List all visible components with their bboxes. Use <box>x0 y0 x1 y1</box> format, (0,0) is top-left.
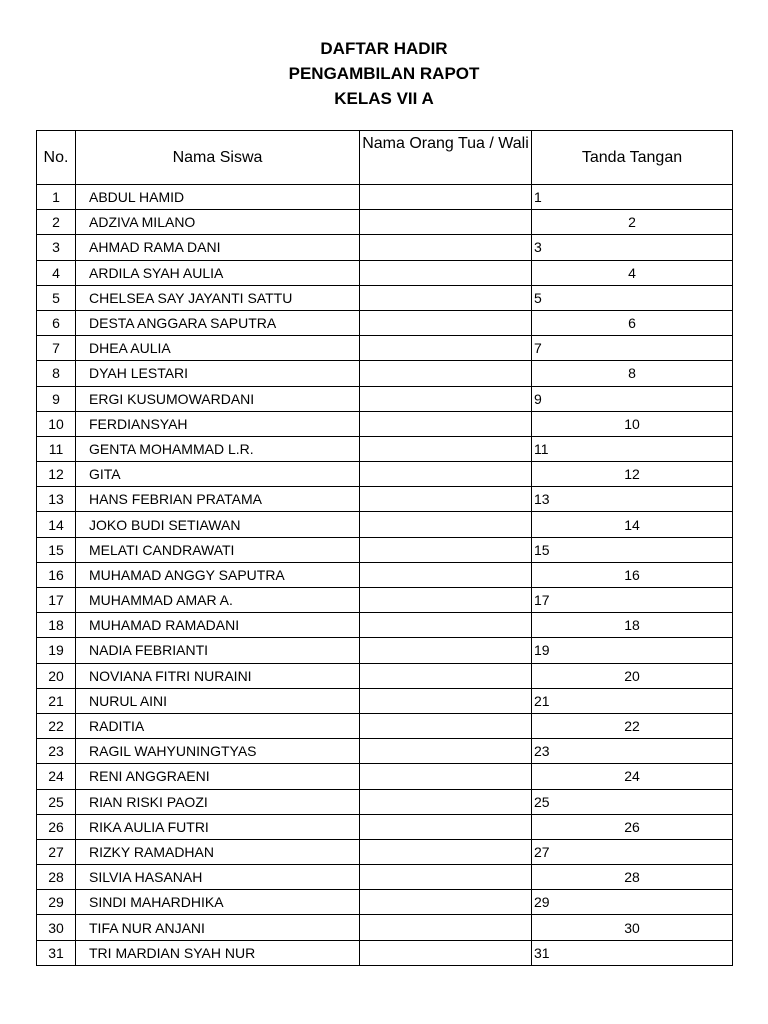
signature-cell: 31 <box>532 940 733 965</box>
table-row <box>37 638 733 663</box>
row-number: 29 <box>37 890 76 915</box>
parent-name <box>360 487 532 512</box>
signature-cell: 14 <box>532 512 733 537</box>
signature-cell: 5 <box>532 285 733 310</box>
table-row <box>37 814 733 839</box>
row-number: 27 <box>37 839 76 864</box>
row-number: 25 <box>37 789 76 814</box>
table-row <box>37 512 733 537</box>
parent-name <box>360 739 532 764</box>
student-name: GENTA MOHAMMAD L.R. <box>76 436 360 461</box>
signature-cell: 28 <box>532 865 733 890</box>
row-number: 7 <box>37 336 76 361</box>
table-row <box>37 688 733 713</box>
parent-name <box>360 361 532 386</box>
row-number: 21 <box>37 688 76 713</box>
student-name: JOKO BUDI SETIAWAN <box>76 512 360 537</box>
student-name: RADITIA <box>76 713 360 738</box>
parent-name <box>360 210 532 235</box>
title-line-1: DAFTAR HADIR <box>320 39 448 58</box>
table-row <box>37 890 733 915</box>
row-number: 26 <box>37 814 76 839</box>
parent-name <box>360 411 532 436</box>
table-row <box>37 940 733 965</box>
parent-name <box>360 663 532 688</box>
parent-name <box>360 839 532 864</box>
student-name: DHEA AULIA <box>76 336 360 361</box>
parent-name <box>360 814 532 839</box>
row-number: 16 <box>37 562 76 587</box>
signature-cell: 21 <box>532 688 733 713</box>
table-row <box>37 713 733 738</box>
table-row <box>37 310 733 335</box>
row-number: 3 <box>37 235 76 260</box>
table-row <box>37 562 733 587</box>
signature-cell: 7 <box>532 336 733 361</box>
row-number: 1 <box>37 185 76 210</box>
row-number: 18 <box>37 613 76 638</box>
student-name: SINDI MAHARDHIKA <box>76 890 360 915</box>
row-number: 2 <box>37 210 76 235</box>
table-row <box>37 260 733 285</box>
row-number: 14 <box>37 512 76 537</box>
student-name: RENI ANGGRAENI <box>76 764 360 789</box>
signature-cell: 29 <box>532 890 733 915</box>
signature-cell: 1 <box>532 185 733 210</box>
student-name: SILVIA HASANAH <box>76 865 360 890</box>
student-name: NOVIANA FITRI NURAINI <box>76 663 360 688</box>
row-number: 8 <box>37 361 76 386</box>
signature-cell: 30 <box>532 915 733 940</box>
row-number: 12 <box>37 462 76 487</box>
table-row <box>37 487 733 512</box>
signature-cell: 24 <box>532 764 733 789</box>
parent-name <box>360 915 532 940</box>
signature-cell: 11 <box>532 436 733 461</box>
parent-name <box>360 865 532 890</box>
row-number: 23 <box>37 739 76 764</box>
document-title <box>0 36 768 111</box>
student-name: AHMAD RAMA DANI <box>76 235 360 260</box>
student-name: ADZIVA MILANO <box>76 210 360 235</box>
parent-name <box>360 235 532 260</box>
student-name: FERDIANSYAH <box>76 411 360 436</box>
row-number: 24 <box>37 764 76 789</box>
table-row <box>37 336 733 361</box>
row-number: 5 <box>37 285 76 310</box>
signature-cell: 15 <box>532 537 733 562</box>
row-number: 11 <box>37 436 76 461</box>
table-row <box>37 285 733 310</box>
parent-name <box>360 336 532 361</box>
parent-name <box>360 310 532 335</box>
table-row <box>37 411 733 436</box>
signature-cell: 23 <box>532 739 733 764</box>
student-name: DYAH LESTARI <box>76 361 360 386</box>
signature-cell: 4 <box>532 260 733 285</box>
signature-cell: 25 <box>532 789 733 814</box>
signature-cell: 22 <box>532 713 733 738</box>
header-no: No. <box>37 131 76 185</box>
table-row <box>37 915 733 940</box>
table-row <box>37 210 733 235</box>
student-name: MUHAMMAD AMAR A. <box>76 588 360 613</box>
parent-name <box>360 462 532 487</box>
signature-cell: 2 <box>532 210 733 235</box>
header-tanda-tangan: Tanda Tangan <box>532 131 733 185</box>
student-name: HANS FEBRIAN PRATAMA <box>76 487 360 512</box>
table-row <box>37 663 733 688</box>
parent-name <box>360 789 532 814</box>
table-row <box>37 588 733 613</box>
signature-cell: 6 <box>532 310 733 335</box>
student-name: GITA <box>76 462 360 487</box>
parent-name <box>360 688 532 713</box>
student-name: DESTA ANGGARA SAPUTRA <box>76 310 360 335</box>
parent-name <box>360 613 532 638</box>
parent-name <box>360 638 532 663</box>
row-number: 4 <box>37 260 76 285</box>
signature-cell: 17 <box>532 588 733 613</box>
signature-cell: 16 <box>532 562 733 587</box>
attendance-table <box>36 130 733 966</box>
table-row <box>37 613 733 638</box>
student-name: ERGI KUSUMOWARDANI <box>76 386 360 411</box>
parent-name <box>360 436 532 461</box>
table-header-row <box>37 131 733 185</box>
row-number: 15 <box>37 537 76 562</box>
parent-name <box>360 386 532 411</box>
row-number: 19 <box>37 638 76 663</box>
row-number: 22 <box>37 713 76 738</box>
signature-cell: 13 <box>532 487 733 512</box>
table-row <box>37 235 733 260</box>
row-number: 9 <box>37 386 76 411</box>
table-row <box>37 764 733 789</box>
student-name: ARDILA SYAH AULIA <box>76 260 360 285</box>
parent-name <box>360 890 532 915</box>
parent-name <box>360 713 532 738</box>
title-line-3: KELAS VII A <box>334 89 434 108</box>
parent-name <box>360 764 532 789</box>
signature-cell: 8 <box>532 361 733 386</box>
student-name: NURUL AINI <box>76 688 360 713</box>
student-name: MUHAMAD RAMADANI <box>76 613 360 638</box>
header-nama-orang-tua: Nama Orang Tua / Wali <box>360 131 532 185</box>
table-row <box>37 386 733 411</box>
student-name: TRI MARDIAN SYAH NUR <box>76 940 360 965</box>
row-number: 17 <box>37 588 76 613</box>
row-number: 6 <box>37 310 76 335</box>
student-name: RIKA AULIA FUTRI <box>76 814 360 839</box>
table-row <box>37 739 733 764</box>
table-row <box>37 865 733 890</box>
signature-cell: 18 <box>532 613 733 638</box>
signature-cell: 3 <box>532 235 733 260</box>
row-number: 10 <box>37 411 76 436</box>
row-number: 28 <box>37 865 76 890</box>
parent-name <box>360 285 532 310</box>
table-row <box>37 185 733 210</box>
table-row <box>37 537 733 562</box>
student-name: RIAN RISKI PAOZI <box>76 789 360 814</box>
parent-name <box>360 940 532 965</box>
signature-cell: 9 <box>532 386 733 411</box>
student-name: CHELSEA SAY JAYANTI SATTU <box>76 285 360 310</box>
student-name: NADIA FEBRIANTI <box>76 638 360 663</box>
table-row <box>37 789 733 814</box>
parent-name <box>360 260 532 285</box>
parent-name <box>360 512 532 537</box>
row-number: 13 <box>37 487 76 512</box>
parent-name <box>360 588 532 613</box>
parent-name <box>360 562 532 587</box>
parent-name <box>360 185 532 210</box>
parent-name <box>360 537 532 562</box>
student-name: TIFA NUR ANJANI <box>76 915 360 940</box>
student-name: RIZKY RAMADHAN <box>76 839 360 864</box>
row-number: 30 <box>37 915 76 940</box>
signature-cell: 26 <box>532 814 733 839</box>
signature-cell: 20 <box>532 663 733 688</box>
signature-cell: 10 <box>532 411 733 436</box>
table-row <box>37 839 733 864</box>
student-name: RAGIL WAHYUNINGTYAS <box>76 739 360 764</box>
signature-cell: 12 <box>532 462 733 487</box>
row-number: 20 <box>37 663 76 688</box>
header-nama-siswa: Nama Siswa <box>76 131 360 185</box>
signature-cell: 27 <box>532 839 733 864</box>
table-row <box>37 436 733 461</box>
student-name: MUHAMAD ANGGY SAPUTRA <box>76 562 360 587</box>
table-row <box>37 462 733 487</box>
title-line-2: PENGAMBILAN RAPOT <box>288 64 480 83</box>
table-row <box>37 361 733 386</box>
student-name: ABDUL HAMID <box>76 185 360 210</box>
signature-cell: 19 <box>532 638 733 663</box>
row-number: 31 <box>37 940 76 965</box>
student-name: MELATI CANDRAWATI <box>76 537 360 562</box>
